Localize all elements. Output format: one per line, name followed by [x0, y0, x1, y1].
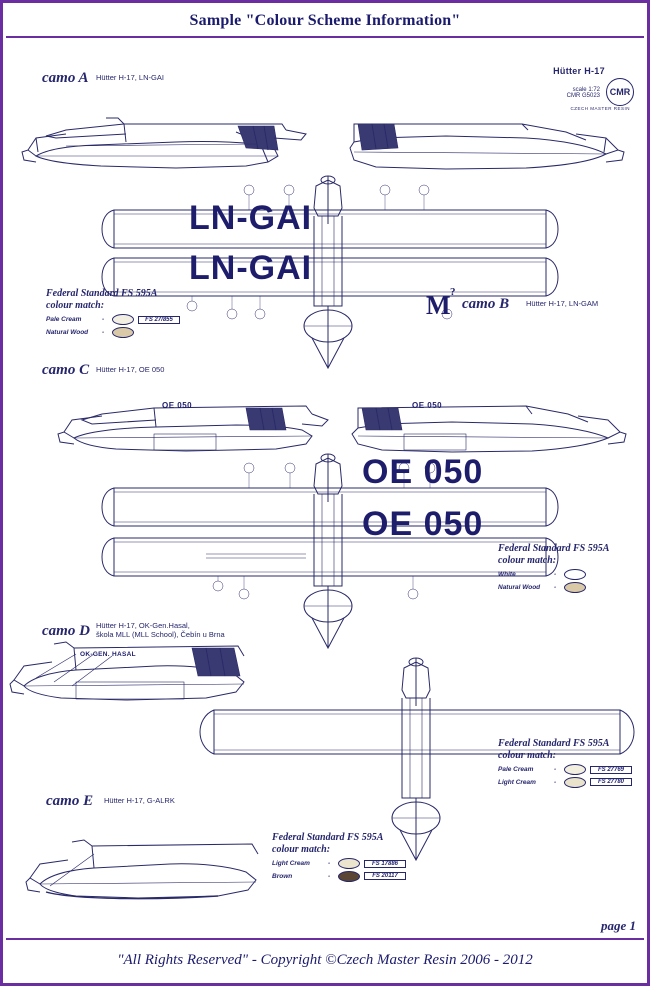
camo-e-swatch-2	[338, 871, 360, 882]
camo-a-plan-view	[102, 176, 558, 368]
aircraft-line-drawings	[6, 38, 644, 938]
camo-d-label: camo D	[42, 623, 90, 639]
cmr-logo-icon: CMR	[606, 78, 634, 106]
page-number: page 1	[600, 918, 636, 933]
camo-c-fs-row-2	[498, 582, 644, 593]
camo-e-fs-row-1	[272, 858, 452, 869]
camo-d-fs-code-2: FS 27780	[590, 778, 632, 786]
camo-c-caption: Hütter H-17, OE 050	[96, 365, 165, 374]
camo-b-marking-query: ?	[450, 286, 456, 298]
camo-d-fs-title-line2: colour match:	[498, 749, 557, 761]
kit-scale: scale 1:72	[572, 86, 600, 93]
camo-c-plan-view	[102, 454, 558, 648]
camo-a-label: camo A	[42, 70, 89, 86]
camo-a-fs-row-2	[46, 327, 246, 338]
camo-d-caption-line2: škola MLL (MLL School), Čebín u Brna	[96, 630, 225, 640]
camo-a-fs-row-1	[46, 314, 246, 325]
camo-d-caption-line1: Hütter H-17, OK-Gen.Hasal,	[96, 621, 190, 630]
camo-c-label: camo C	[42, 362, 90, 378]
camo-d-fs-row-1	[498, 764, 644, 775]
camo-c-fs-dash-1: -	[554, 571, 557, 578]
cmr-brand-text: CZECH MASTER RESIN	[570, 106, 630, 111]
camo-e-caption: Hütter H-17, G-ALRK	[104, 796, 175, 805]
page-header	[6, 6, 644, 38]
camo-d-registration: OK-GEN. HASAL	[80, 651, 136, 658]
camo-e-fs-code-2: FS 20117	[364, 872, 406, 880]
camo-d-caption	[96, 621, 286, 640]
camo-c-registration-lower: OE 050	[362, 505, 484, 543]
camo-a-registration-lower: LN-GAI	[189, 249, 313, 287]
camo-d-fs-title-line1: Federal Standard FS 595A	[498, 738, 610, 749]
camo-e-swatch-1	[338, 858, 360, 869]
camo-e-fs-title-line1: Federal Standard FS 595A	[272, 832, 384, 843]
camo-c-fs-dash-2: -	[554, 583, 557, 591]
camo-c-fs-block	[498, 543, 644, 593]
camo-a-registration-upper: LN-GAI	[189, 199, 313, 237]
camo-d-fs-dash-1: -	[554, 766, 557, 773]
camo-c-fs-title-line2: colour match:	[498, 554, 557, 566]
camo-d-fs-dash-2: -	[554, 778, 557, 786]
camo-e-fs-code-1: FS 17886	[364, 860, 406, 868]
camo-a-fs-code-1: FS 27/855	[138, 316, 180, 324]
camo-a-fs-title-line2: colour match:	[46, 299, 105, 311]
page-footer	[6, 938, 644, 980]
camo-b-marking: M	[426, 291, 451, 320]
kit-logo-block	[524, 66, 634, 111]
camo-e-side-view	[26, 840, 258, 899]
camo-a-fs-title-line1: Federal Standard FS 595A	[46, 288, 158, 299]
camo-d-swatch-2	[564, 777, 586, 788]
page-title: Sample "Colour Scheme Information"	[189, 12, 461, 29]
camo-a-view-right	[350, 124, 624, 169]
camo-e-label: camo E	[46, 793, 94, 809]
camo-a-fs-colour-1: Pale Cream	[46, 316, 82, 323]
camo-d-fs-block	[498, 738, 644, 788]
camo-a-swatch-1	[112, 314, 134, 325]
camo-c-fs-colour-1: White	[498, 571, 516, 578]
camo-c-swatch-2	[564, 582, 586, 593]
camo-a-fs-dash-1: -	[102, 316, 105, 323]
camo-a-swatch-2	[112, 327, 134, 338]
kit-title: Hütter H-17	[553, 66, 605, 76]
kit-code: CMR G5023	[566, 92, 600, 99]
camo-a-fs-block	[46, 288, 246, 338]
camo-c-fs-colour-2: Natural Wood	[498, 583, 541, 591]
camo-c-wing-reg-left: OE 050	[162, 401, 193, 410]
camo-c-views	[58, 406, 626, 452]
camo-e-fs-block	[272, 832, 452, 882]
camo-e-fs-row-2	[272, 871, 452, 882]
camo-c-fs-row-1	[498, 569, 644, 580]
camo-b-label: camo B	[462, 296, 510, 312]
camo-d-fs-colour-2: Light Cream	[498, 778, 536, 786]
camo-e-fs-title-line2: colour match:	[272, 843, 331, 855]
copyright-text: "All Rights Reserved" - Copyright ©Czech Master Resin 2006 - 2012	[117, 951, 533, 968]
camo-e-fs-dash-1: -	[328, 860, 331, 867]
camo-b-caption: Hütter H-17, LN-GAM	[526, 299, 599, 308]
camo-c-registration-upper: OE 050	[362, 453, 484, 491]
camo-e-fs-dash-2: -	[328, 872, 331, 880]
camo-d-swatch-1	[564, 764, 586, 775]
camo-a-view-left	[22, 118, 306, 168]
camo-a-fs-dash-2: -	[102, 328, 105, 336]
camo-c-fs-title-line1: Federal Standard FS 595A	[498, 543, 610, 554]
camo-e-fs-colour-1: Light Cream	[272, 860, 310, 867]
colour-scheme-sheet	[6, 38, 644, 938]
camo-e-fs-colour-2: Brown	[272, 872, 293, 880]
camo-a-caption: Hütter H-17, LN-GAI	[96, 73, 164, 82]
camo-d-fs-colour-1: Pale Cream	[498, 766, 534, 773]
camo-c-wing-reg-right: OE 050	[412, 401, 443, 410]
camo-a-fs-colour-2: Natural Wood	[46, 328, 89, 336]
camo-c-swatch-1	[564, 569, 586, 580]
camo-d-fs-row-2	[498, 777, 644, 788]
camo-d-fs-code-1: FS 27769	[590, 766, 632, 774]
